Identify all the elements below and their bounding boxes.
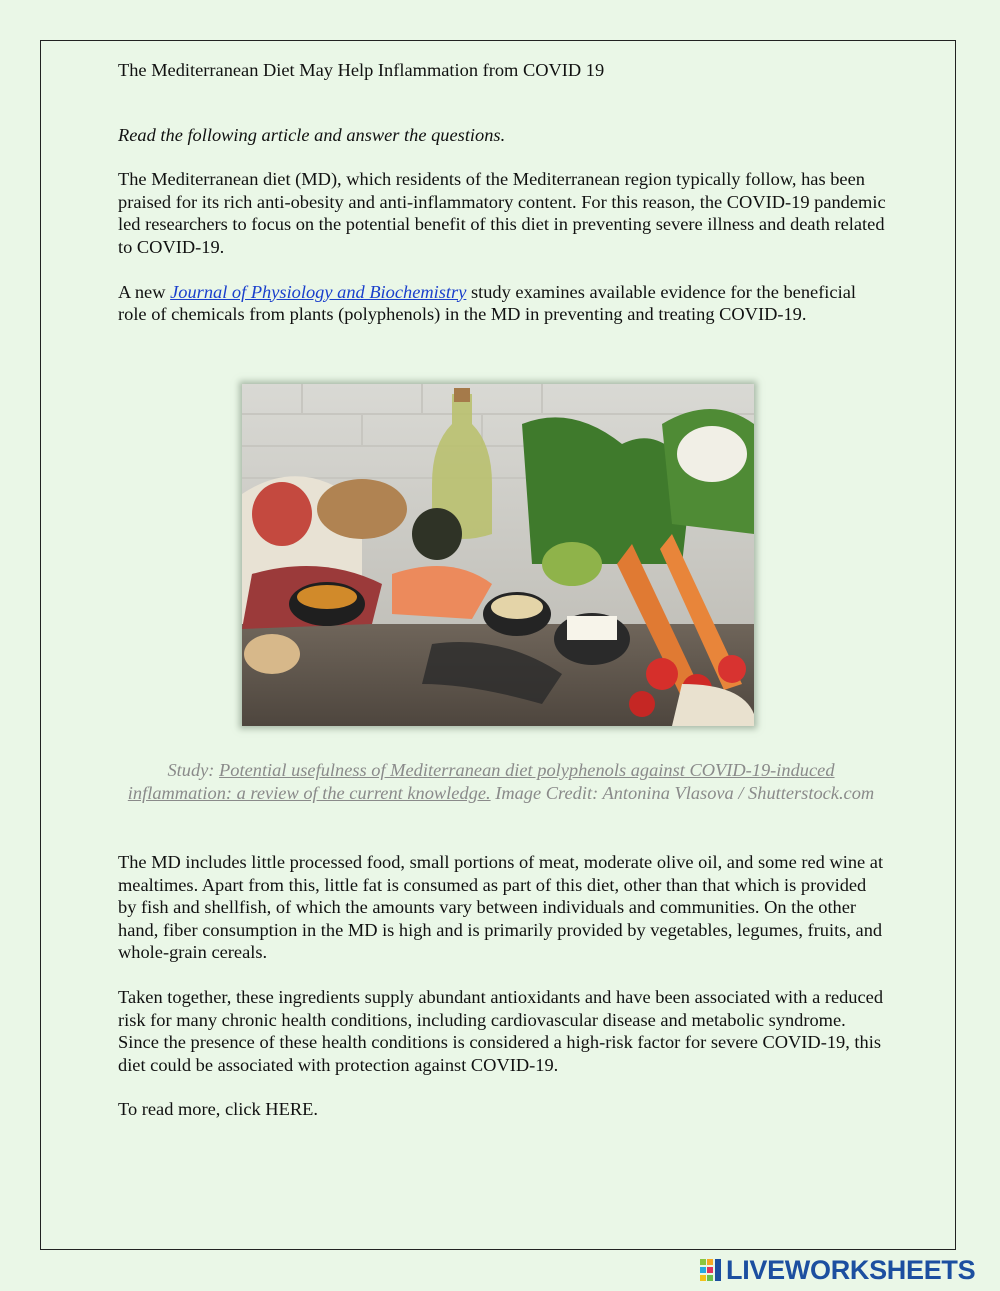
paragraph-2 bbox=[118, 281, 888, 326]
paragraph-2-suffix: study examines available evidence for the beneficial role of chemicals from plants (polyphenols) in the MD in preventing and treating COVID-19. bbox=[118, 281, 856, 325]
article-title: The Mediterranean Diet May Help Inflammation from COVID 19 bbox=[118, 60, 605, 80]
brand-text: LIVEWORKSHEETS bbox=[726, 1254, 976, 1285]
caption-prefix: Study: bbox=[167, 760, 220, 780]
caption-credit: Image Credit: Antonina Vlasova / Shutterstock.com bbox=[490, 782, 875, 803]
journal-link[interactable]: Journal of Physiology and Biochemistry bbox=[170, 281, 467, 302]
paragraph-4: Taken together, these ingredients supply abundant antioxidants and have been associated with a reduced risk for many chronic health conditions, including cardiovascular disease and metabolic syndrome. Since the presence of these health conditions is considered a high-risk factor for severe COVID-19, this diet could be associated with protection against COVID-19. bbox=[118, 986, 884, 1075]
paragraph-3: The MD includes little processed food, small portions of meat, moderate olive oil, and some red wine at mealtimes. Apart from this, little fat is consumed as part of this diet, other than that which is provided by fish and shellfish, of which the amounts vary between individuals and communities. On the other hand, fiber consumption in the MD is high and is primarily provided by vegetables, legumes, fruits, and whole-grain cereals. bbox=[118, 852, 884, 963]
article-top bbox=[118, 59, 888, 326]
image-caption bbox=[121, 759, 881, 804]
article-bottom bbox=[118, 851, 888, 1143]
worksheet-frame bbox=[40, 40, 956, 1250]
instructions: Read the following article and answer the questions. bbox=[118, 124, 506, 145]
study-link[interactable]: Potential usefulness of Mediterranean diet polyphenols against COVID-19-induced inflammation: a review of the current knowledge. bbox=[127, 760, 835, 803]
read-more[interactable]: To read more, click HERE. bbox=[118, 1099, 318, 1120]
paragraph-1: The Mediterranean diet (MD), which residents of the Mediterranean region typically follow, has been praised for its rich anti-obesity and anti-inflammatory content. For this reason, the COVID-19 pandemic led researchers to focus on the potential benefit of this diet in preventing severe illness and death related to COVID-19. bbox=[118, 169, 886, 257]
liveworksheets-logo bbox=[700, 1255, 975, 1285]
paragraph-2-prefix: A new bbox=[118, 281, 171, 302]
liveworksheets-icon bbox=[700, 1257, 724, 1283]
mediterranean-food-photo bbox=[242, 384, 754, 726]
